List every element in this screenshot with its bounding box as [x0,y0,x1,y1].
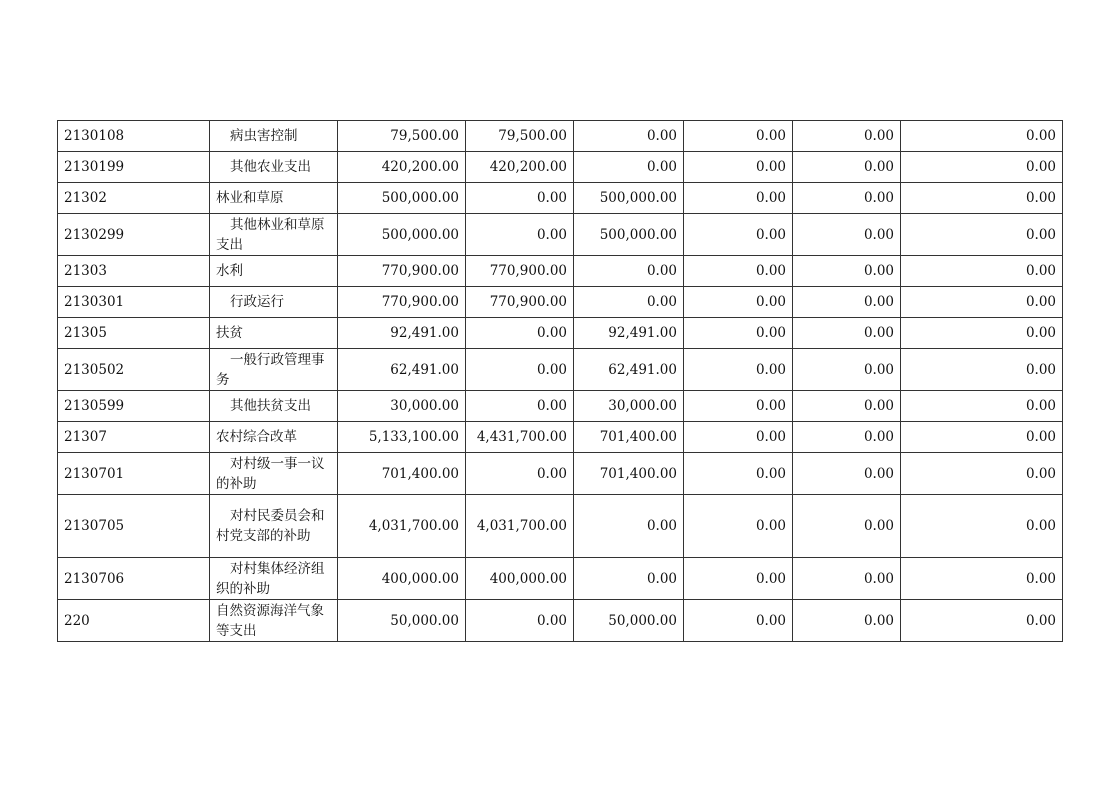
cell-total: 79,500.00 [338,121,466,152]
cell-name: 其他农业支出 [210,152,338,183]
cell-col6: 0.00 [901,152,1063,183]
table-row [58,495,1063,558]
cell-col4: 0.00 [684,349,793,391]
cell-col4: 0.00 [684,287,793,318]
cell-basic: 79,500.00 [466,121,574,152]
cell-col4: 0.00 [684,183,793,214]
cell-project: 0.00 [574,558,684,600]
table-row [58,121,1063,152]
cell-col5: 0.00 [793,214,901,256]
cell-col5: 0.00 [793,256,901,287]
cell-col5: 0.00 [793,318,901,349]
cell-basic: 770,900.00 [466,287,574,318]
cell-name: 病虫害控制 [210,121,338,152]
cell-project: 701,400.00 [574,453,684,495]
cell-code: 21303 [58,256,210,287]
table-body [58,121,1063,642]
cell-total: 4,031,700.00 [338,495,466,558]
cell-col5: 0.00 [793,287,901,318]
cell-code: 2130199 [58,152,210,183]
cell-code: 2130108 [58,121,210,152]
cell-name: 一般行政管理事务 [210,349,338,391]
cell-col6: 0.00 [901,214,1063,256]
cell-col6: 0.00 [901,318,1063,349]
cell-code: 2130599 [58,391,210,422]
cell-col5: 0.00 [793,600,901,642]
table-row [58,287,1063,318]
cell-col4: 0.00 [684,600,793,642]
cell-col6: 0.00 [901,349,1063,391]
cell-col6: 0.00 [901,391,1063,422]
cell-code: 2130301 [58,287,210,318]
cell-col4: 0.00 [684,318,793,349]
cell-col4: 0.00 [684,391,793,422]
cell-col4: 0.00 [684,495,793,558]
cell-project: 50,000.00 [574,600,684,642]
cell-name: 农村综合改革 [210,422,338,453]
cell-basic: 0.00 [466,453,574,495]
cell-code: 2130706 [58,558,210,600]
cell-code: 21302 [58,183,210,214]
cell-col4: 0.00 [684,152,793,183]
cell-col4: 0.00 [684,558,793,600]
cell-total: 420,200.00 [338,152,466,183]
cell-col5: 0.00 [793,558,901,600]
cell-col6: 0.00 [901,453,1063,495]
cell-project: 0.00 [574,152,684,183]
cell-col4: 0.00 [684,121,793,152]
table-row [58,152,1063,183]
cell-col6: 0.00 [901,495,1063,558]
cell-total: 50,000.00 [338,600,466,642]
table-row [58,600,1063,642]
cell-col4: 0.00 [684,214,793,256]
cell-name: 自然资源海洋气象等支出 [210,600,338,642]
cell-name: 对村级一事一议的补助 [210,453,338,495]
cell-total: 770,900.00 [338,256,466,287]
cell-basic: 4,431,700.00 [466,422,574,453]
cell-basic: 420,200.00 [466,152,574,183]
cell-name: 其他扶贫支出 [210,391,338,422]
cell-col5: 0.00 [793,152,901,183]
table-row [58,558,1063,600]
cell-name: 行政运行 [210,287,338,318]
cell-col5: 0.00 [793,121,901,152]
cell-project: 92,491.00 [574,318,684,349]
cell-name: 其他林业和草原支出 [210,214,338,256]
cell-basic: 400,000.00 [466,558,574,600]
cell-total: 500,000.00 [338,183,466,214]
cell-code: 2130502 [58,349,210,391]
cell-code: 21305 [58,318,210,349]
cell-total: 500,000.00 [338,214,466,256]
cell-project: 62,491.00 [574,349,684,391]
cell-total: 92,491.00 [338,318,466,349]
cell-col5: 0.00 [793,391,901,422]
cell-col5: 0.00 [793,349,901,391]
cell-project: 0.00 [574,495,684,558]
cell-col6: 0.00 [901,121,1063,152]
cell-project: 500,000.00 [574,214,684,256]
cell-code: 2130299 [58,214,210,256]
cell-project: 30,000.00 [574,391,684,422]
cell-col6: 0.00 [901,600,1063,642]
cell-code: 220 [58,600,210,642]
table-row [58,183,1063,214]
cell-basic: 0.00 [466,183,574,214]
cell-total: 5,133,100.00 [338,422,466,453]
cell-total: 30,000.00 [338,391,466,422]
cell-project: 0.00 [574,287,684,318]
table-row [58,422,1063,453]
cell-total: 62,491.00 [338,349,466,391]
budget-table [57,120,1063,642]
cell-col5: 0.00 [793,453,901,495]
cell-name: 对村集体经济组织的补助 [210,558,338,600]
cell-code: 21307 [58,422,210,453]
cell-name: 水利 [210,256,338,287]
cell-col5: 0.00 [793,183,901,214]
cell-total: 400,000.00 [338,558,466,600]
cell-basic: 4,031,700.00 [466,495,574,558]
cell-project: 0.00 [574,121,684,152]
cell-total: 701,400.00 [338,453,466,495]
cell-total: 770,900.00 [338,287,466,318]
cell-col6: 0.00 [901,256,1063,287]
table-row [58,453,1063,495]
cell-name: 对村民委员会和村党支部的补助 [210,495,338,558]
cell-col4: 0.00 [684,453,793,495]
cell-project: 701,400.00 [574,422,684,453]
cell-name: 扶贫 [210,318,338,349]
table-row [58,256,1063,287]
cell-project: 0.00 [574,256,684,287]
cell-col6: 0.00 [901,183,1063,214]
cell-code: 2130701 [58,453,210,495]
cell-col6: 0.00 [901,287,1063,318]
cell-basic: 0.00 [466,391,574,422]
cell-col6: 0.00 [901,422,1063,453]
cell-project: 500,000.00 [574,183,684,214]
cell-col4: 0.00 [684,422,793,453]
cell-col5: 0.00 [793,422,901,453]
cell-col5: 0.00 [793,495,901,558]
table-row [58,318,1063,349]
cell-col6: 0.00 [901,558,1063,600]
cell-name: 林业和草原 [210,183,338,214]
table-row [58,214,1063,256]
table-row [58,391,1063,422]
cell-code: 2130705 [58,495,210,558]
table-row [58,349,1063,391]
cell-basic: 0.00 [466,214,574,256]
cell-basic: 0.00 [466,349,574,391]
cell-col4: 0.00 [684,256,793,287]
cell-basic: 770,900.00 [466,256,574,287]
cell-basic: 0.00 [466,600,574,642]
cell-basic: 0.00 [466,318,574,349]
